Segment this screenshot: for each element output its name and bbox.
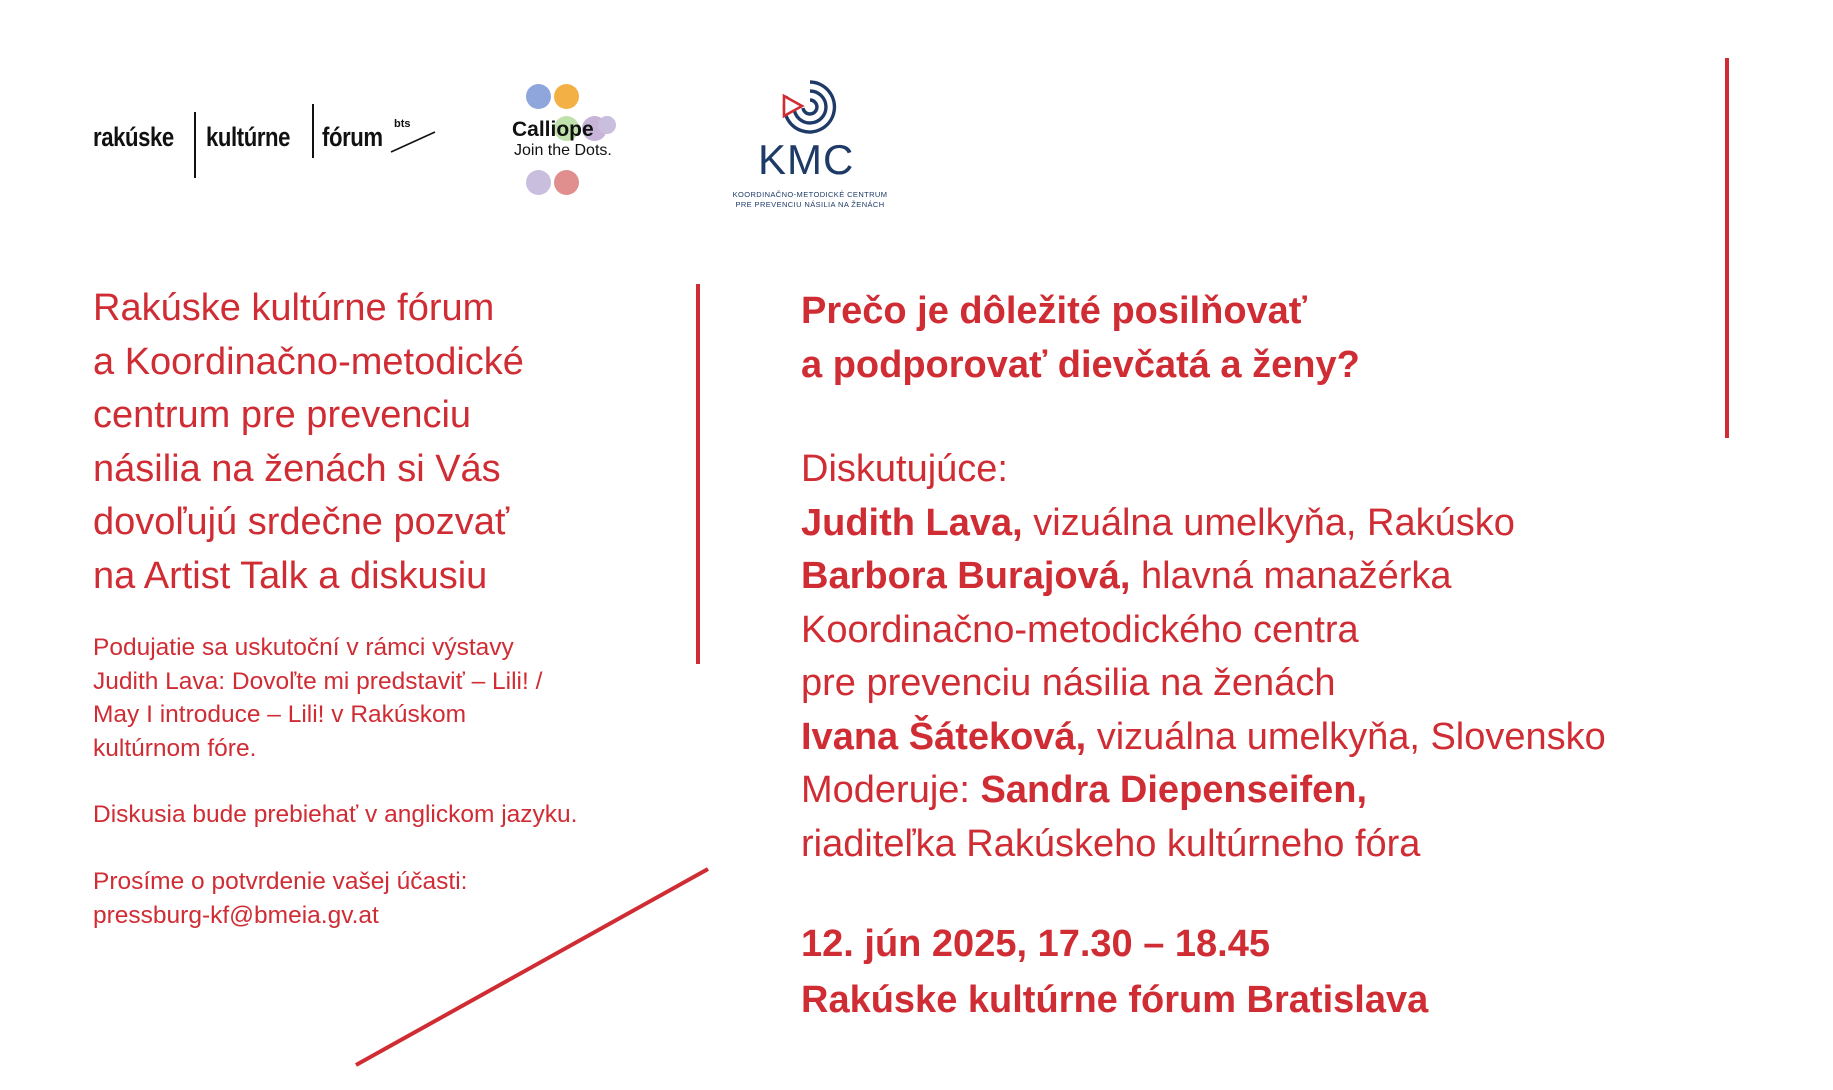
panelist-role: hlavná manažérka	[1130, 555, 1452, 597]
exhibition-line: May I introduce – Lili! v Rakúskom	[93, 701, 467, 728]
panel-list	[801, 443, 1801, 871]
calliope-logo-name: Calliope	[512, 118, 594, 141]
invitation-line: násilia na ženách si Vás	[93, 447, 501, 490]
discussion-question	[801, 284, 1360, 392]
invitation-line: Rakúske kultúrne fórum	[93, 287, 495, 329]
question-line: a podporovať dievčatá a ženy?	[801, 344, 1360, 386]
event-datetime: 12. jún 2025, 17.30 – 18.45	[801, 923, 1271, 965]
rkf-logo-word: kultúrne	[206, 122, 291, 152]
rkf-logo-divider	[194, 112, 196, 178]
language-note: Diskusia bude prebiehať v anglickom jazyku.	[93, 801, 578, 828]
calliope-logo	[512, 84, 632, 200]
panelists-label: Diskutujúce:	[801, 448, 1008, 490]
rkf-logo-word: rakúske	[93, 122, 174, 152]
event-info	[801, 916, 1428, 1028]
decorative-vertical-line	[1725, 58, 1729, 438]
kmc-logo	[720, 78, 900, 213]
kmc-emblem-icon	[780, 78, 840, 136]
invitation-line: centrum pre prevenciu	[93, 394, 472, 436]
kmc-logo-letters: KMC	[758, 136, 855, 183]
calliope-dot	[526, 170, 551, 195]
moderator	[801, 764, 1801, 818]
moderator-role: riaditeľka Rakúskeho kultúrneho fóra	[801, 822, 1421, 865]
panelist	[801, 550, 1801, 604]
calliope-dot	[554, 84, 579, 109]
panelist	[801, 711, 1801, 765]
kmc-logo-subtitle: KOORDINAČNO-METODICKÉ CENTRUM	[732, 190, 888, 199]
panelist	[801, 497, 1801, 551]
rkf-logo-divider	[312, 104, 314, 158]
question-line: Prečo je dôležité posilňovať	[801, 290, 1308, 332]
invitation-line: na Artist Talk a diskusiu	[93, 554, 488, 597]
moderator-name: Sandra Diepenseifen,	[980, 769, 1368, 811]
panelist-name: Judith Lava,	[801, 501, 1023, 544]
rkf-logo-word: fórum	[322, 122, 383, 152]
calliope-dot	[598, 116, 616, 134]
rsvp-block	[93, 865, 693, 932]
kmc-logo-subtitle: PRE PREVENCIU NÁSILIA NA ŽENÁCH	[735, 200, 885, 209]
rkf-logo-slash-icon	[389, 126, 439, 156]
calliope-dot	[554, 170, 579, 195]
rkf-logo	[93, 104, 433, 174]
invitation-line: a Koordinačno-metodické	[93, 340, 524, 383]
panelist-name: Barbora Burajová,	[801, 555, 1131, 597]
panelist-name: Ivana Šáteková,	[801, 715, 1087, 758]
rsvp-email-link[interactable]: pressburg-kf@bmeia.gv.at	[93, 901, 379, 929]
invitation-text	[93, 282, 693, 603]
rsvp-label: Prosíme o potvrdenie vašej účasti:	[93, 868, 468, 895]
calliope-dot	[526, 84, 551, 109]
panelist-role: vizuálna umelkyňa, Rakúsko	[1022, 501, 1515, 544]
moderator-label: Moderuje:	[801, 769, 981, 811]
panelist-role-continued: pre prevenciu násilia na ženách	[801, 662, 1336, 704]
invitation-line: dovoľujú srdečne pozvať	[93, 501, 510, 543]
calliope-logo-tagline: Join the Dots.	[514, 142, 612, 159]
exhibition-note	[93, 631, 693, 765]
exhibition-line: Podujatie sa uskutoční v rámci výstavy	[93, 634, 514, 661]
panelist-role-continued: Koordinačno-metodického centra	[801, 608, 1359, 651]
exhibition-line: kultúrnom fóre.	[93, 734, 257, 762]
rkf-logo-superscript: bts	[394, 118, 411, 130]
decorative-vertical-line	[696, 284, 700, 664]
event-venue: Rakúske kultúrne fórum Bratislava	[801, 979, 1429, 1021]
panelist-role: vizuálna umelkyňa, Slovensko	[1086, 715, 1606, 758]
exhibition-line: Judith Lava: Dovoľte mi predstaviť – Lili! /	[93, 667, 543, 695]
